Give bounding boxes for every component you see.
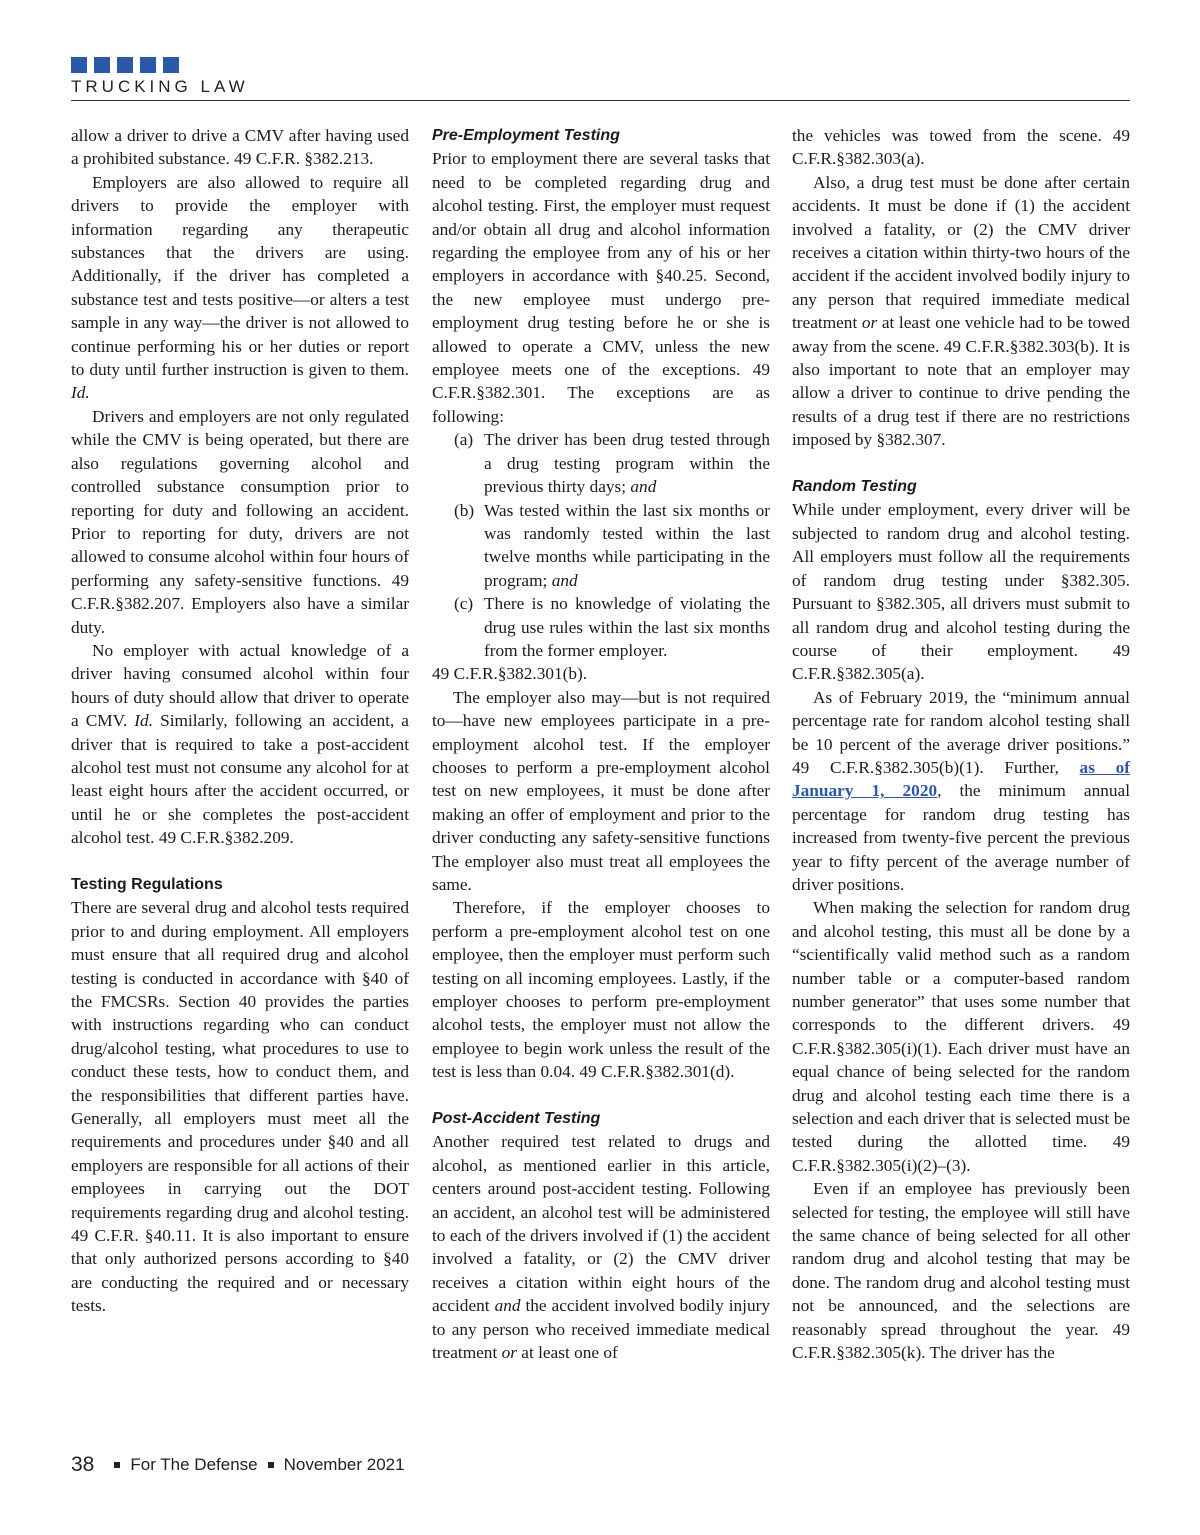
list-item <box>432 499 770 593</box>
list-item-label: (b) <box>454 500 475 520</box>
citation-id: Id. <box>71 383 90 403</box>
column-1 <box>71 124 409 1318</box>
paragraph: There are several drug and alcohol tests required prior to and during employment. All employers must ensure that all required drug and alcohol testing is conducted in accordance with §40 of the FMCSRs. Section 40 provides the parties with instructions regarding who can conduct drug/alcohol testing, what procedures to use to conduct these tests, how to conduct them, and the responsibilities that different parties have. Generally, all employers must meet all the requirements and procedures under §40 and all employers are responsible for all actions of their employees in carrying out the DOT requirements regarding drug and alcohol testing. 49 C.F.R. §40.11. It is also important to ensure that only authorized persons according to §40 are conducting the required and or necessary tests. <box>71 898 409 1316</box>
paragraph: Even if an employee has previously been selected for testing, the employee will still have the same chance of being selected for all other random drug and alcohol testing that may be done. The random drug and alcohol testing must not be announced, and the selections are reasonably spread throughout the year. 49 C.F.R.§382.305(k). The driver has the <box>792 1179 1130 1363</box>
decor-square <box>117 57 133 73</box>
decor-square <box>140 57 156 73</box>
citation-id: Id. <box>134 711 154 731</box>
paragraph-text: No employer with actual knowledge of a driver having consumed alcohol within four hours of duty should allow that driver to operate a CMV. <box>71 640 409 731</box>
paragraph-text: As of February 2019, the “minimum annual percentage rate for random alcohol testing shall be 10 percent of the average driver positions.” 49 C.F.R.§382.305(b)(1). Further, <box>792 687 1130 777</box>
spacer <box>792 452 1130 475</box>
section-label: TRUCKING LAW <box>71 77 249 96</box>
heading-post-accident-testing: Post-Accident Testing <box>432 1110 601 1128</box>
paragraph <box>432 1130 770 1364</box>
paragraph <box>792 171 1130 452</box>
paragraph-text: , the minimum annual percentage for random drug testing has increased from twenty-five percent the previous year to fifty percent of the average number of driver positions. <box>792 781 1130 894</box>
paragraph-text: Another required test related to drugs and alcohol, as mentioned earlier in this article, centers around post-accident testing. Following an accident, an alcohol test will be administered to each of the drivers involved if (1) the accident involved a fatality, or (2) the CMV driver receives a citation within eight hours of the accident <box>432 1132 770 1316</box>
date-link[interactable]: as of January 1, 2020 <box>792 757 1130 801</box>
exceptions-list <box>432 428 770 662</box>
emphasis: and <box>494 1296 521 1316</box>
list-item-conjunction: and <box>630 477 657 497</box>
paragraph <box>71 171 409 405</box>
list-item <box>432 428 770 498</box>
paragraph-text: the accident involved bodily injury to any person who received immediate medical treatment <box>432 1296 770 1363</box>
paragraph-text: Similarly, following an accident, a driver that is required to take a post-accident alcohol test must not consume any alcohol for at least eight hours after the accident occurred, or until he or she completes the post-accident alcohol test. 49 C.F.R.§382.209. <box>71 711 409 848</box>
list-item-conjunction: and <box>551 570 578 590</box>
paragraph-text: Employers are also allowed to require all drivers to provide the employer with information regarding any therapeutic substances that the drivers are using. Additionally, if the driver has completed a substance test and tests positive—or alters a test sample in any way—the driver is not allowed to continue performing his or her duties or report to duty until further instruction is given to them. <box>71 172 409 380</box>
column-3 <box>792 124 1130 1365</box>
header-squares-decoration <box>71 57 179 73</box>
heading-testing-regulations: Testing Regulations <box>71 875 223 893</box>
paragraph: When making the selection for random drug and alcohol testing, this must all be done by a “scientifically valid method such as a random number table or a computer-based random number generator” that uses some number that corresponds to the different drivers. 49 C.F.R.§382.305(i)(1). Each driver must have an equal chance of being selected for the random drug and alcohol testing each time there is a selection and each driver that is selected must be tested during the allotted time. 49 C.F.R.§382.305(i)(2)–(3). <box>792 898 1130 1175</box>
paragraph: Therefore, if the employer chooses to perform a pre-employment alcohol test on one employee, then the employer must perform such testing on all incoming employees. Lastly, if the employer chooses to perform pre-employment alcohol tests, the employer must not allow the employee to begin work unless the result of the test is less than 0.04. 49 C.F.R.§382.301(d). <box>432 898 770 1082</box>
column-2 <box>432 124 770 1365</box>
paragraph: 49 C.F.R.§382.301(b). <box>432 664 588 684</box>
paragraph-text: Also, a drug test must be done after certain accidents. It must be done if (1) the accident involved a fatality, or (2) the CMV driver receives a citation within thirty-two hours of the accident if the accident involved bodily injury to any person that required immediate medical treatment <box>792 172 1130 333</box>
emphasis: or <box>501 1343 517 1363</box>
header-rule <box>71 100 1130 101</box>
decor-square <box>94 57 110 73</box>
list-item-label: (c) <box>454 594 474 614</box>
spacer <box>432 1084 770 1107</box>
issue-date: November 2021 <box>283 1455 405 1474</box>
list-item-text: The driver has been drug tested through a drug testing program within the previous thirty days; <box>484 430 770 497</box>
emphasis: or <box>861 313 878 333</box>
paragraph: allow a driver to drive a CMV after having used a prohibited substance. 49 C.F.R. §382.213. <box>71 126 409 169</box>
paragraph: While under employment, every driver will be subjected to random drug and alcohol testing. All employers must follow all the requirements of random drug testing under §382.305. Pursuant to §382.305, all drivers must submit to all random drug and alcohol testing during the course of their employment. 49 C.F.R.§382.305(a). <box>792 500 1130 684</box>
footer-separator <box>114 1462 120 1468</box>
paragraph-text: at least one of <box>521 1343 618 1363</box>
heading-pre-employment-testing: Pre-Employment Testing <box>432 127 620 144</box>
paragraph: The employer also may—but is not required to—have new employees participate in a pre-employment alcohol test. If the employer chooses to perform a pre-employment alcohol test on new employees, it must be done after making an offer of employment and prior to the driver conducting any safety-sensitive functions The employer also must treat all employees the same. <box>432 687 770 894</box>
page-number: 38 <box>71 1453 95 1476</box>
list-item-text: There is no knowledge of violating the drug use rules within the last six months from the former employer. <box>484 594 770 660</box>
list-item-text: Was tested within the last six months or was randomly tested within the last twelve months while participating in the program; <box>484 500 770 590</box>
list-item-label: (a) <box>454 430 474 450</box>
spacer <box>71 850 409 873</box>
paragraph: Prior to employment there are several tasks that need to be completed regarding drug and alcohol testing. First, the employer must request and/or obtain all drug and alcohol information regarding the employee from any of his or her employers in accordance with §40.25. Second, the new employee must undergo pre-employment drug testing before he or she is allowed to operate a CMV, unless the new employee meets one of the exceptions. 49 C.F.R.§382.301. The exceptions are as following: <box>432 149 770 426</box>
page-footer <box>71 1453 405 1477</box>
decor-square <box>71 57 87 73</box>
paragraph: the vehicles was towed from the scene. 49 C.F.R.§382.303(a). <box>792 126 1130 169</box>
footer-separator <box>268 1462 274 1468</box>
heading-random-testing: Random Testing <box>792 478 917 496</box>
decor-square <box>163 57 179 73</box>
paragraph <box>792 686 1130 897</box>
paragraph <box>71 639 409 850</box>
list-item <box>432 592 770 662</box>
paragraph-text: at least one vehicle had to be towed away from the scene. 49 C.F.R.§382.303(b). It is also important to note that an employer may allow a driver to continue to drive pending the results of a drug test if there are no restrictions imposed by §382.307. <box>792 313 1130 450</box>
paragraph: Drivers and employers are not only regulated while the CMV is being operated, but there are also regulations governing alcohol and controlled substance consumption prior to reporting for duty and following an accident. Prior to reporting for duty, drivers are not allowed to consume alcohol within four hours of performing any safety-sensitive functions. 49 C.F.R.§382.207. Employers also have a similar duty. <box>71 406 409 637</box>
publication-name: For The Defense <box>130 1455 258 1474</box>
